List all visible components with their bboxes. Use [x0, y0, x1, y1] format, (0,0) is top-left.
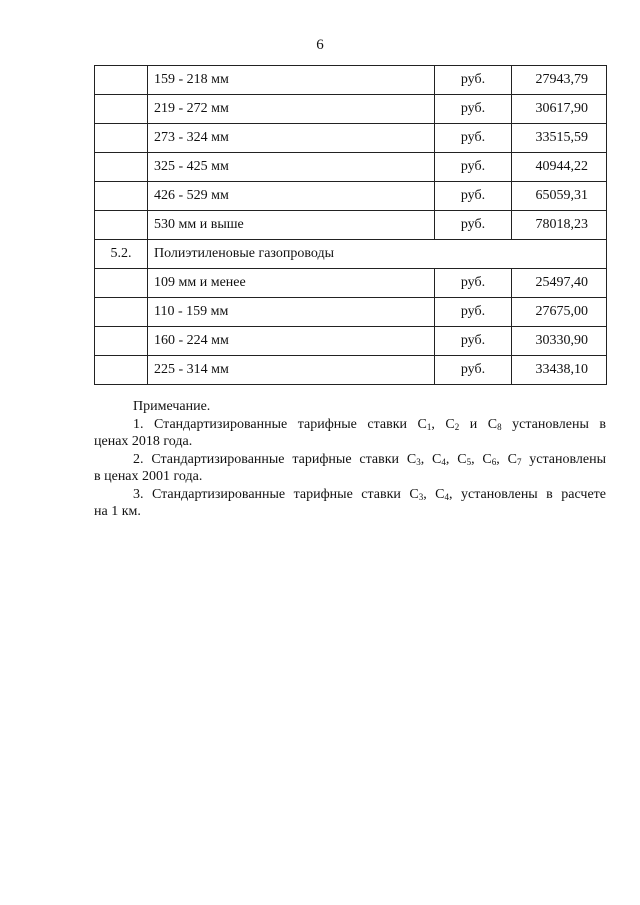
row-number	[95, 269, 148, 298]
row-unit: руб.	[435, 211, 512, 240]
table-row	[95, 298, 607, 327]
note-text: 1. Стандартизированные тарифные ставки С	[133, 416, 427, 432]
row-name: 530 мм и выше	[148, 211, 435, 240]
tariff-table	[94, 65, 607, 385]
note-text: , С	[423, 486, 445, 502]
row-unit: руб.	[435, 66, 512, 95]
row-name: 273 - 324 мм	[148, 124, 435, 153]
table-row	[95, 327, 607, 356]
row-number	[95, 95, 148, 124]
note-text: , установлены в расчете	[449, 486, 606, 502]
row-unit: руб.	[435, 182, 512, 211]
note-subscript: 2	[454, 421, 460, 432]
note-1	[94, 416, 606, 451]
row-number	[95, 327, 148, 356]
note-subscript: 3	[418, 491, 424, 502]
note-text: ценах 2018 года.	[94, 434, 193, 449]
section-header-row	[95, 240, 607, 269]
row-name: 109 мм и менее	[148, 269, 435, 298]
row-number	[95, 356, 148, 385]
note-text: и С	[459, 416, 498, 432]
table-row	[95, 95, 607, 124]
row-unit: руб.	[435, 269, 512, 298]
row-price: 78018,23	[512, 211, 607, 240]
row-name: 225 - 314 мм	[148, 356, 435, 385]
note-text: на 1 км.	[94, 504, 141, 519]
row-number	[95, 124, 148, 153]
notes-heading: Примечание.	[133, 399, 211, 414]
row-number	[95, 66, 148, 95]
note-text: в ценах 2001 года.	[94, 469, 203, 484]
table-row	[95, 269, 607, 298]
row-price: 33438,10	[512, 356, 607, 385]
row-unit: руб.	[435, 298, 512, 327]
note-3	[94, 486, 606, 521]
row-price: 25497,40	[512, 269, 607, 298]
table-row	[95, 356, 607, 385]
table-row	[95, 66, 607, 95]
row-unit: руб.	[435, 153, 512, 182]
row-name: 426 - 529 мм	[148, 182, 435, 211]
row-unit: руб.	[435, 95, 512, 124]
note-text: установлены	[521, 451, 607, 467]
row-number	[95, 182, 148, 211]
note-text: 2. Стандартизированные тарифные ставки С	[133, 451, 417, 467]
row-name: 219 - 272 мм	[148, 95, 435, 124]
row-number	[95, 153, 148, 182]
note-subscript: 7	[516, 456, 522, 467]
note-subscript: 4	[441, 456, 446, 467]
row-price: 33515,59	[512, 124, 607, 153]
row-number	[95, 211, 148, 240]
row-price: 30617,90	[512, 95, 607, 124]
section-title: Полиэтиленовые газопроводы	[148, 240, 607, 269]
row-name: 110 - 159 мм	[148, 298, 435, 327]
note-subscript: 3	[416, 456, 421, 467]
note-text: установлены в	[501, 416, 606, 432]
notes-block	[94, 398, 606, 521]
note-2	[94, 451, 606, 486]
note-subscript: 5	[466, 456, 472, 467]
note-text: , С	[431, 416, 455, 432]
row-unit: руб.	[435, 356, 512, 385]
note-subscript: 8	[497, 421, 502, 432]
note-text: , С	[471, 451, 492, 467]
section-number: 5.2.	[95, 240, 148, 269]
row-name: 159 - 218 мм	[148, 66, 435, 95]
row-name: 325 - 425 мм	[148, 153, 435, 182]
page-number: 6	[316, 37, 324, 53]
note-text: , С	[496, 451, 517, 467]
note-subscript: 6	[491, 456, 497, 467]
table-row	[95, 153, 607, 182]
row-price: 65059,31	[512, 182, 607, 211]
row-price: 40944,22	[512, 153, 607, 182]
row-price: 27675,00	[512, 298, 607, 327]
table-row	[95, 211, 607, 240]
note-text: , С	[420, 451, 442, 467]
table-row	[95, 182, 607, 211]
note-text: , С	[445, 451, 467, 467]
row-number	[95, 298, 148, 327]
row-unit: руб.	[435, 327, 512, 356]
row-price: 30330,90	[512, 327, 607, 356]
row-name: 160 - 224 мм	[148, 327, 435, 356]
table-row	[95, 124, 607, 153]
row-price: 27943,79	[512, 66, 607, 95]
note-text: 3. Стандартизированные тарифные ставки С	[133, 486, 419, 502]
row-unit: руб.	[435, 124, 512, 153]
note-subscript: 4	[444, 491, 450, 502]
note-subscript: 1	[426, 421, 432, 432]
